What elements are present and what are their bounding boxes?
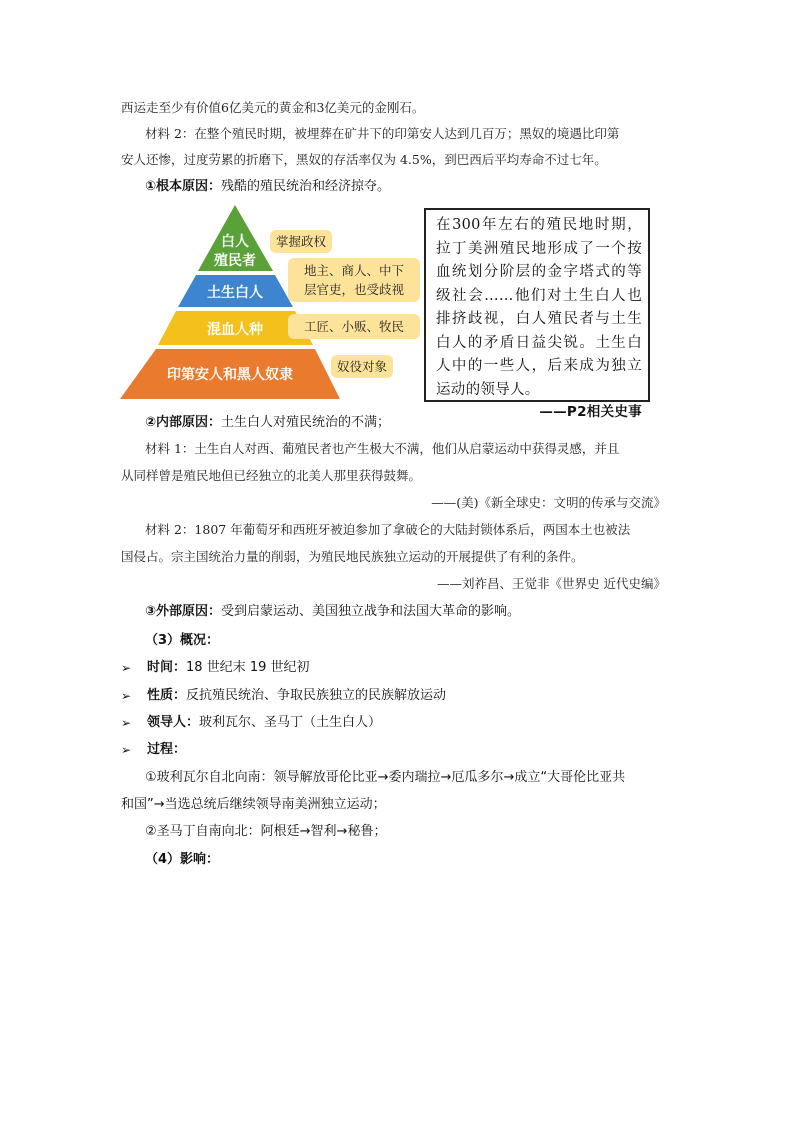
bullet-leaders-label: 领导人：: [147, 715, 200, 730]
bullet-time-text: 18 世纪末 19 世纪初: [186, 660, 310, 675]
material1-line1: 材料 1：土生白人对西、葡殖民者也产生极大不满，他们从启蒙运动中获得灵感，并且: [145, 441, 620, 456]
callout-second: [288, 258, 420, 302]
callout-second-line1: 地主、商人、中下: [303, 263, 404, 278]
callout-second-line2: 层官吏，也受歧视: [303, 282, 404, 297]
bullet-nature-label: 性质：: [147, 688, 187, 703]
side-text-box: [424, 208, 650, 420]
callout-third: 工匠、小贩、牧民: [288, 314, 420, 339]
external-cause: [145, 603, 520, 621]
triangle-bullet-icon: ➢: [121, 689, 132, 703]
side-box-text: 在300年左右的殖民地时期，拉丁美洲殖民地形成了一个按血统划分阶层的金字塔式的等级社会……他们对土生白人也排挤歧视，白人殖民者与土生白人的矛盾日益尖锐。土生白人中的一些人，后来成为独立运动的领导人。: [436, 217, 642, 398]
process-san-martin: ②圣马丁自南向北：阿根廷→智利→秘鲁；: [145, 824, 387, 839]
bullet-nature-text: 反抗殖民统治、争取民族独立的民族解放运动: [186, 688, 447, 703]
material1-line2: 从同样曾是殖民地但已经独立的北美人那里获得鼓舞。: [121, 468, 422, 483]
intro-line: 西运走至少有价值6亿美元的黄金和3亿美元的金刚石。: [121, 100, 425, 115]
external-cause-text: 受到启蒙运动、美国独立战争和法国大革命的影响。: [221, 604, 521, 619]
side-box-source: ——P2相关史事: [539, 404, 642, 420]
process-bolivar-line2: 和国”→当选总统后继续领导南美洲独立运动；: [121, 797, 386, 812]
process-bolivar-line1: ①玻利瓦尔自北向南：领导解放哥伦比亚→委内瑞拉→厄瓜多尔→成立“大哥伦比亚共: [145, 770, 626, 785]
pyramid-label-top-2: 殖民者: [214, 253, 256, 269]
pyramid-label-second: 土生白人: [207, 285, 263, 301]
material2-b-line2: 国侵占。宗主国统治力量的削弱，为殖民地民族独立运动的开展提供了有利的条件。: [121, 549, 584, 564]
triangle-bullet-icon: ➢: [121, 716, 132, 730]
material2-a-line2: 安人还惨，过度劳累的折磨下，黑奴的存活率仅为 4.5%，到巴西后平均寿命不过七年。: [121, 152, 607, 167]
bullet-nature: [147, 687, 446, 705]
internal-cause-text: 土生白人对殖民统治的不满；: [221, 415, 391, 430]
bullet-time: [147, 659, 310, 677]
bullet-process-label: 过程：: [147, 742, 187, 757]
pyramid-label-top-1: 白人: [221, 234, 249, 250]
material1-source: ——(美)《新全球史：文明的传承与交流》: [431, 495, 666, 510]
material2-a-line1: 材料 2：在整个殖民时期，被埋葬在矿井下的印第安人达到几百万；黑奴的境遇比印第: [145, 126, 620, 141]
root-cause-text: 残酷的殖民统治和经济掠夺。: [221, 179, 391, 194]
bullet-time-label: 时间：: [147, 660, 187, 675]
root-cause: [145, 178, 390, 196]
callout-bottom: 奴役对象: [331, 355, 393, 378]
internal-cause-label: ②内部原因：: [145, 415, 222, 430]
external-cause-label: ③外部原因：: [145, 604, 222, 619]
influence-heading: （4）影响：: [145, 852, 220, 867]
material2-b-line1: 材料 2：1807 年葡萄牙和西班牙被迫参加了拿破仑的大陆封锁体系后，两国本土也被法: [145, 522, 631, 537]
pyramid-label-bottom: 印第安人和黑人奴隶: [167, 367, 293, 383]
internal-cause: [145, 414, 390, 432]
bullet-process: [147, 741, 186, 759]
callout-top: 掌握政权: [270, 230, 332, 253]
root-cause-label: ①根本原因：: [145, 179, 222, 194]
triangle-bullet-icon: ➢: [121, 743, 132, 757]
triangle-bullet-icon: ➢: [121, 661, 132, 675]
material2-b-source: ——刘祚昌、王觉非《世界史 近代史编》: [437, 576, 666, 591]
pyramid-label-third: 混血人种: [207, 322, 263, 338]
overview-heading: （3）概况：: [145, 633, 220, 648]
bullet-leaders: [147, 714, 381, 732]
bullet-leaders-text: 玻利瓦尔、圣马丁（土生白人）: [199, 715, 382, 730]
